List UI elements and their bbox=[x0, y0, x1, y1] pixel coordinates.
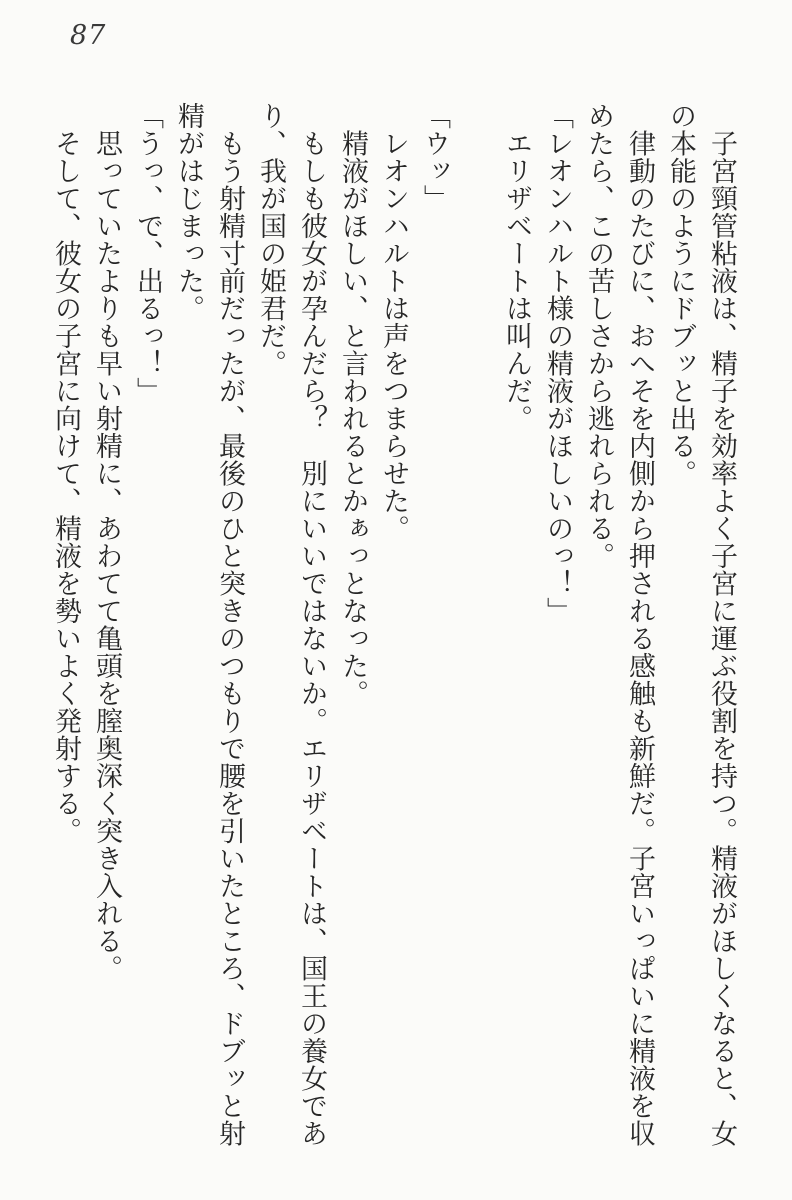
paragraph: 精液がほしい、と言われるとかぁっとなった。 bbox=[337, 102, 368, 707]
paragraph: 律動のたびに、おへそを内側から押される感触も新鮮だ。子宮いっぱいに精液を収めたら、この苦しさから逃れられる。 bbox=[583, 102, 655, 1147]
paragraph: エリザベートは叫んだ。 bbox=[501, 102, 532, 432]
paragraph: レオンハルトは声をつまらせた。 bbox=[378, 102, 409, 542]
paragraph-dialogue: 「レオンハルト様の精液がほしいのっ！」 bbox=[542, 102, 573, 625]
paragraph: 思っていたよりも早い射精に、あわてて亀頭を膣奥深く突き入れる。 bbox=[91, 102, 122, 982]
paragraph: そして、彼女の子宮に向けて、精液を勢いよく発射する。 bbox=[50, 102, 81, 845]
paragraph-dialogue: 「ウッ」 bbox=[419, 102, 450, 212]
paragraph-dialogue: 「うっ、で、出るっ！」 bbox=[132, 102, 163, 405]
blank-line bbox=[455, 102, 496, 1152]
paragraph: 子宮頸管粘液は、精子を効率よく子宮に運ぶ役割を持つ。精液がほしくなると、女の本能のようにドブッと出る。 bbox=[665, 102, 737, 1147]
paragraph: もう射精寸前だったが、最後のひと突きのつもりで腰を引いたところ、ドブッと射精がはじまった。 bbox=[173, 102, 245, 1147]
paragraph: もしも彼女が孕んだら？ 別にいいではないか。エリザベートは、国王の養女であり、我が国の姫君だ。 bbox=[255, 102, 327, 1147]
page-number: 87 bbox=[70, 20, 107, 51]
vertical-text-block bbox=[45, 102, 742, 1152]
